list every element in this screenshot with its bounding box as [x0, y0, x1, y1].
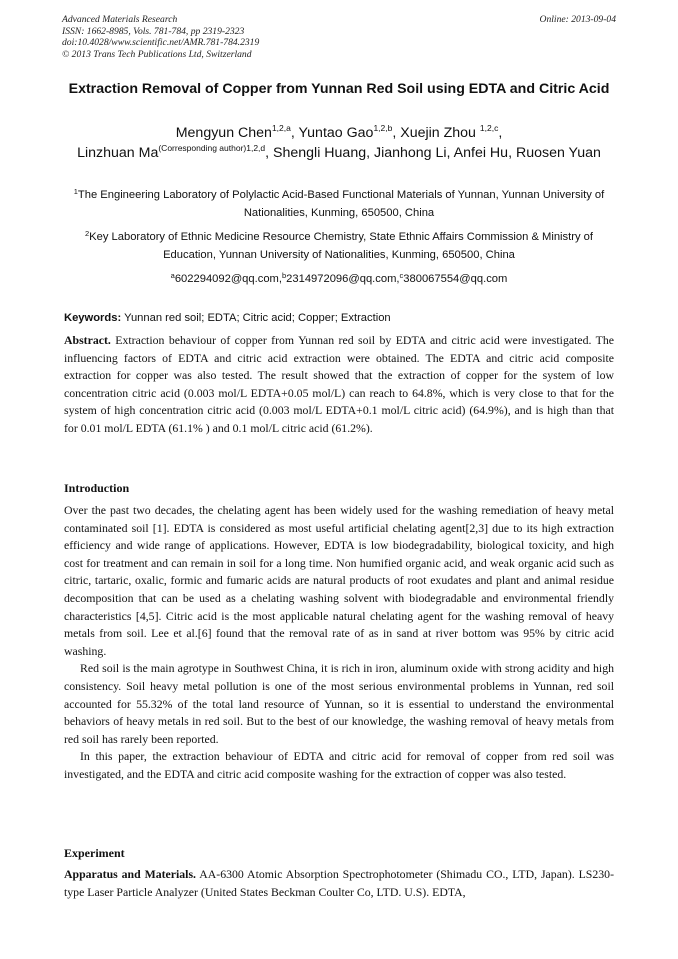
- keywords: [64, 310, 616, 326]
- author-affiliation-mark: 1,2,a: [271, 123, 291, 133]
- author-separator: ,: [498, 125, 503, 141]
- paragraph: In this paper, the extraction behaviour of EDTA and citric acid for removal of copper from red soil was investigated, and the EDTA and citric acid composite washing for the extraction of copper was also tested.: [64, 749, 614, 781]
- author-emails: [62, 270, 616, 288]
- introduction-heading: Introduction: [64, 481, 130, 495]
- abstract-text: Extraction behaviour of copper from Yunnan red soil by EDTA and citric acid were investigated. The influencing factors of EDTA and citric acid extraction were obtained. The EDTA and citric acid composite extraction for copper was also tested. The result showed that the extraction of copper for the system of low concentration citric acid (0.003 mol/L EDTA+0.05 mol/L) can reach to 64.8%, which is very close to that for the system of high concentration citric acid (0.003 mol/L EDTA+0.1 mol/L citric acid) (64.9%), and is high than that for 0.01 mol/L EDTA (61.1% ) and 0.1 mol/L citric acid (61.2%).: [64, 333, 614, 435]
- online-date: Online: 2013-09-04: [539, 14, 616, 25]
- journal-header: [62, 14, 616, 60]
- journal-issn: ISSN: 1662-8985, Vols. 781-784, pp 2319-2323: [62, 25, 245, 37]
- author-name: Mengyun Chen: [175, 125, 272, 141]
- keywords-text: Yunnan red soil; EDTA; Citric acid; Copper; Extraction: [121, 312, 391, 324]
- affiliation-text: Key Laboratory of Ethnic Medicine Resource Chemistry, State Ethnic Affairs Commission & Ministry of Education, Yunnan University of Nationalities, Kunming, 650500, China: [89, 231, 593, 261]
- email-mark: b: [281, 271, 287, 280]
- paragraph: Over the past two decades, the chelating agent has been widely used for the washing remediation of heavy metal contaminated soil [1]. EDTA is considered as most useful artificial chelating agent[2,3] due to its high extraction efficiency and wide range of applications. However, EDTA is low biodegradability, biological toxicity, and high cost for treatment and can remain in soil for a long time. Non humified organic acid, and weak organic acid such as citric, tartaric, oxalic, formic and fumaric acids are natural products of root exudates and plant and animal residue decomposition that can be used as a chelating washing solvent with biodegradable and environmental friendly characteristics [4,5]. Citric acid is the most applicable natural chelating agent for the washing removal of heavy metals from soil. Lee et al.[6] found that the removal rate of as in sand at river bottom was 95% by citric acid washing.: [64, 503, 614, 658]
- author-affiliation-mark: (Corresponding author)1,2,d: [158, 143, 266, 153]
- email-mark: a: [170, 271, 175, 280]
- experiment-heading: Experiment: [64, 846, 125, 860]
- journal-info: [62, 14, 616, 60]
- author-affiliation-mark: 1,2,c: [479, 123, 499, 133]
- journal-copyright: © 2013 Trans Tech Publications Ltd, Switzerland: [62, 48, 252, 60]
- abstract-label: Abstract.: [64, 333, 111, 347]
- email-link[interactable]: 602294092@qq.com,: [174, 273, 282, 285]
- author-name: Linzhuan Ma: [77, 145, 159, 161]
- apparatus-text: AA-6300 Atomic Absorption Spectrophotometer (Shimadu CO., LTD, Japan). LS230-type Laser Particle Analyzer (United States Beckman Coulter Co, LTD. U.S). EDTA,: [64, 867, 614, 899]
- apparatus-subheading: Apparatus and Materials.: [64, 867, 196, 881]
- email-link[interactable]: 380067554@qq.com: [403, 273, 508, 285]
- affiliation-mark: 2: [84, 229, 90, 238]
- email-mark: c: [399, 271, 404, 280]
- journal-name: Advanced Materials Research: [62, 14, 178, 25]
- paper-title: Extraction Removal of Copper from Yunnan Red Soil using EDTA and Citric Acid: [68, 81, 610, 97]
- abstract: [64, 332, 614, 438]
- author-affiliation-mark: 1,2,b: [373, 123, 393, 133]
- keywords-label: Keywords:: [64, 312, 122, 324]
- journal-doi: doi:10.4028/www.scientific.net/AMR.781-784.2319: [62, 37, 260, 48]
- apparatus-paragraph: [64, 866, 614, 901]
- affiliation-mark: 1: [73, 187, 78, 196]
- introduction-body: [64, 502, 614, 784]
- affiliation-2: [62, 228, 616, 264]
- email-link[interactable]: 2314972096@qq.com,: [286, 273, 400, 285]
- affiliation-text: The Engineering Laboratory of Polylactic Acid-Based Functional Materials of Yunnan, Yunnan University of Nationalities, Kunming, 650500, China: [77, 189, 605, 219]
- affiliation-1: [62, 186, 616, 222]
- paragraph: Red soil is the main agrotype in Southwest China, it is rich in iron, aluminum oxide with strong acidity and high consistency. Soil heavy metal pollution is one of the most serious environmental problems in Yunnan, red soil accounted for 55.32% of the total land resource of Yunnan, so it is essential to understand the environmental behaviors of heavy metals in red soil. But to the best of our knowledge, the washing removal of heavy metals from red soil has rarely been reported.: [64, 661, 614, 746]
- author-list: [62, 123, 616, 163]
- author-name: , Yuntao Gao: [290, 125, 374, 141]
- author-names-rest: , Shengli Huang, Jianhong Li, Anfei Hu, Ruosen Yuan: [265, 145, 601, 161]
- author-name: , Xuejin Zhou: [392, 125, 480, 141]
